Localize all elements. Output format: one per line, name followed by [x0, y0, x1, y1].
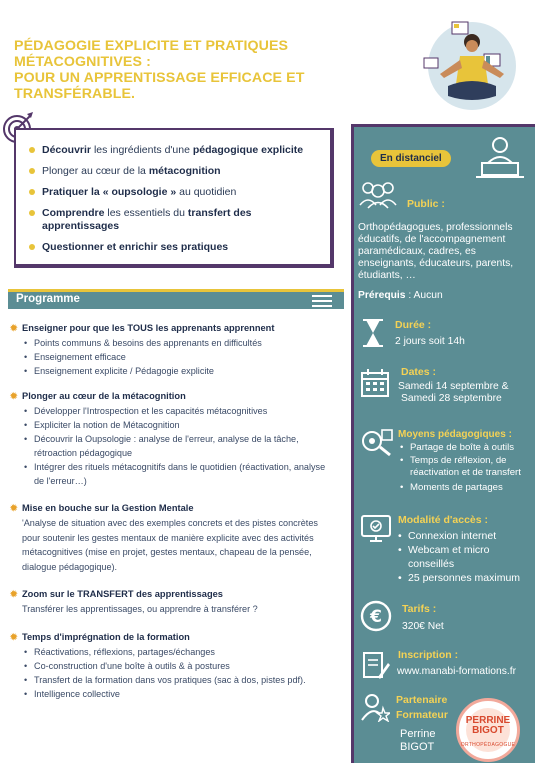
list-item: • Co-construction d'une boîte à outils & à postures [34, 659, 352, 673]
dates-label: Dates : [401, 366, 437, 378]
list-item: • Développer l'Introspection et les capacités métacognitives [34, 404, 352, 418]
page-title [14, 38, 414, 102]
inscription-value[interactable]: www.manabi-formations.fr [397, 666, 517, 677]
section-title: ✹ Temps d'imprégnation de la formation [12, 631, 352, 643]
list-item: • 25 personnes maximum [398, 571, 535, 585]
duree-label: Durée : [395, 319, 432, 331]
section-title: ✹ Mise en bouche sur la Gestion Mentale [12, 502, 352, 514]
public-text: Orthopédagogues, professionnels éducatifs, de l'accompagnement paramédicaux, cadres, es enseignants, éducateurs, parents, étudiants, … [358, 222, 514, 281]
pen-paper-icon [362, 651, 390, 681]
modalite-label: Modalité d'accès : [398, 514, 489, 526]
objective-item: Questionner et enrichir ses pratiques [30, 241, 330, 254]
objectives-box [14, 128, 334, 268]
list-item: • Réactivations, réflexions, partages/échanges [34, 645, 352, 659]
duree-value: 2 jours soit 14h [395, 336, 465, 347]
list-item: • Enseignement efficace [34, 350, 352, 364]
program-section [12, 502, 352, 574]
perrine-bigot-logo [456, 698, 520, 762]
program-content [12, 322, 352, 711]
tarifs-label: Tarifs : [402, 603, 437, 615]
tarifs-value: 320€ Net [402, 621, 444, 632]
list-item: • Partage de boîte à outils [400, 442, 534, 455]
objective-item: Pratiquer la « oupsologie » au quotidien [30, 186, 330, 199]
partenaire-label: Partenaire Formateur [396, 694, 448, 721]
list-item: • Enseignement explicite / Pédagogie explicite [34, 364, 352, 378]
programme-header [8, 289, 344, 309]
meditation-illustration [418, 14, 526, 114]
title-line-2: POUR UN APPRENTISSAGE EFFICACE ET TRANSFÉRABLE. [14, 70, 305, 102]
program-section [12, 588, 352, 617]
prerequis: Prérequis : Aucun [358, 290, 443, 301]
program-section [12, 322, 352, 378]
inscription-label: Inscription : [398, 649, 459, 661]
title-line-1: PÉDAGOGIE EXPLICITE ET PRATIQUES MÉTACOGNITIVES : [14, 38, 289, 70]
person-star-icon [360, 692, 390, 722]
section-title: ✹ Plonger au cœur de la métacognition [12, 390, 352, 402]
list-item: • Temps de réflexion, de réactivation et de transfert [400, 455, 534, 480]
group-icon [358, 179, 398, 209]
partenaire-value: Perrine BIGOT [400, 728, 436, 753]
public-label: Public : [407, 198, 445, 210]
section-paragraph: 'Analyse de situation avec des exemples concrets et des pistes concrètes pour soutenir les gestes mentaux de manière explicite avec des activités métacognitives (mise en projet, gestes mentaux, chapeau de la pensée, dialogue pédagogique). [22, 518, 318, 572]
modalite-list [398, 529, 535, 585]
list-item: • Expliciter la notion de Métacognition [34, 418, 352, 432]
objectives-list [16, 130, 330, 254]
section-title: ✹ Enseigner pour que les TOUS les apprenants apprennent [12, 322, 352, 334]
objective-item: Plonger au cœur de la métacognition [30, 165, 330, 178]
list-item: • Connexion internet [398, 529, 535, 543]
list-item: • Intelligence collective [34, 687, 352, 701]
list-item: • Webcam et micro conseillés [398, 543, 535, 571]
list-item: • Découvrir la Oupsologie : analyse de l'erreur, analyse de la tâche, rétroaction pédagogique [34, 432, 352, 460]
objective-item: Découvrir les ingrédients d'une pédagogique explicite [30, 144, 330, 157]
tools-icon [360, 427, 394, 457]
section-title: ✹ Zoom sur le TRANSFERT des apprentissages [12, 588, 352, 600]
menu-list-icon [312, 295, 332, 308]
list-item: • Transfert de la formation dans vos pratiques (sac à dos, pistes pdf). [34, 673, 352, 687]
calendar-icon [360, 368, 390, 398]
moyens-list [400, 442, 534, 494]
monitor-check-icon [360, 514, 392, 544]
hourglass-icon [362, 318, 384, 348]
logo-name: PERRINE BIGOT [465, 715, 511, 736]
list-item: • Points communs & besoins des apprenants en difficultés [34, 336, 352, 350]
logo-subtitle: ORTHOPÉDAGOGUE [460, 742, 516, 748]
euro-icon [360, 600, 392, 632]
objective-item: Comprendre les essentiels du transfert des apprentissages [30, 207, 330, 233]
program-section [12, 631, 352, 701]
moyens-label: Moyens pédagogiques : [398, 429, 512, 440]
laptop-user-icon [474, 135, 526, 181]
dates-value: Samedi 14 septembre & Samedi 28 septembre [398, 381, 509, 404]
section-paragraph: Transférer les apprentissages, ou apprendre à transférer ? [22, 604, 258, 614]
svg-text:€: € [370, 607, 382, 627]
list-item: • Intégrer des rituels métacognitifs dans le quotidien (réactivation, analyse de l'erreur…) [34, 460, 352, 488]
mode-badge: En distanciel [371, 150, 451, 167]
list-item: • Moments de partages [400, 482, 534, 495]
programme-label: Programme [16, 293, 80, 305]
program-section [12, 390, 352, 488]
info-sidebar [351, 124, 535, 763]
